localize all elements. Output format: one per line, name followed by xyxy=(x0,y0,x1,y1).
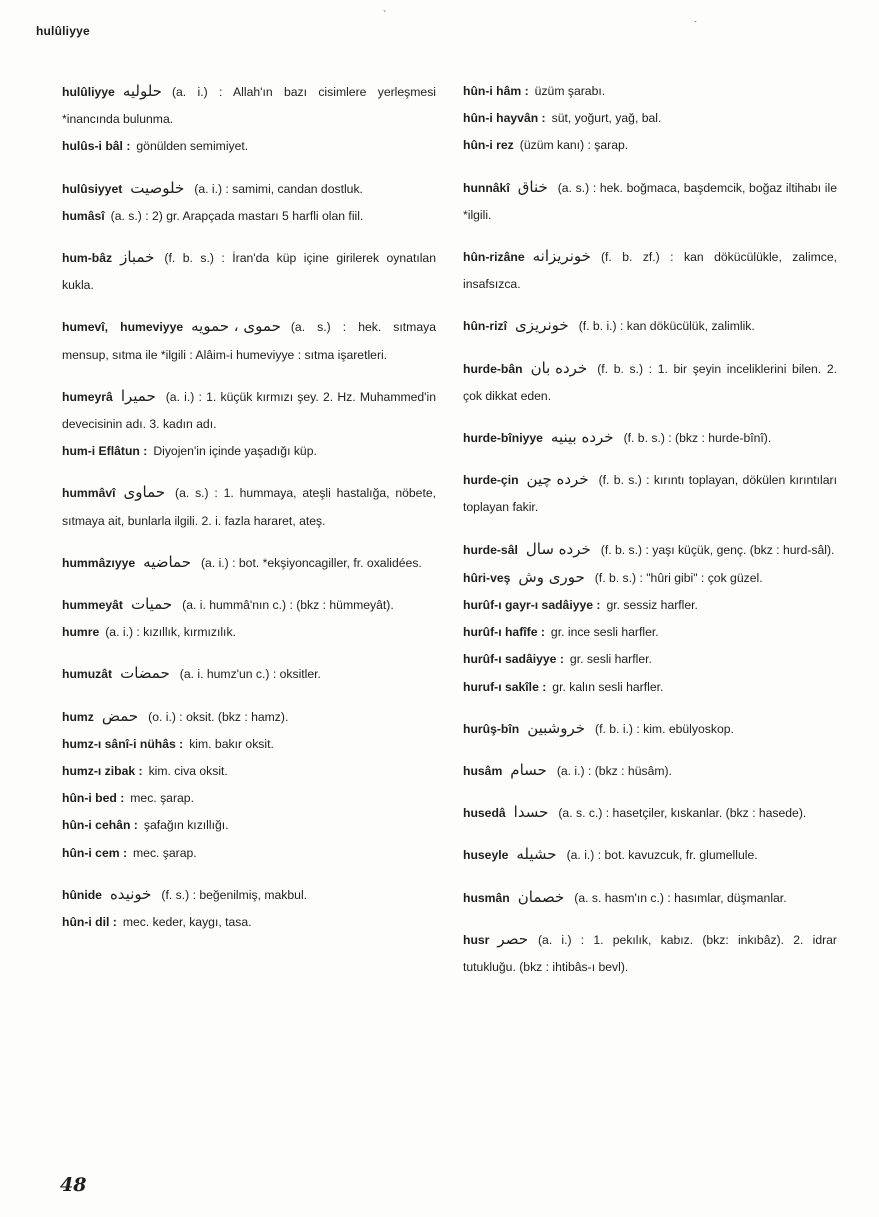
entry-headword: hulûsiyyet xyxy=(62,181,123,196)
entry-headword: husedâ xyxy=(463,806,506,821)
entry-arabic-script: حمضات xyxy=(120,664,170,683)
entry-arabic-script: خونريزى xyxy=(515,316,569,335)
entry-definition: (f. b. i.) : kan dökücülük, zalimlik. xyxy=(578,319,755,334)
dictionary-entry xyxy=(463,715,837,743)
entry-headword: hurûş-bîn xyxy=(463,721,520,736)
dictionary-entry xyxy=(62,133,436,160)
entry-definition: (a. i.) : 1. küçük kırmızı şey. 2. Hz. Muhammed'in devecisinin adı. 3. kadın adı. xyxy=(62,389,436,432)
entry-arabic-script: خمباز xyxy=(120,248,155,267)
entry-headword: humz xyxy=(62,709,94,724)
dictionary-entry xyxy=(62,203,436,230)
entry-definition: (f. b. s.) : "hûri gibi" : çok güzel. xyxy=(594,570,763,585)
dictionary-entry xyxy=(62,479,436,534)
entry-headword: hûn-i rez xyxy=(463,138,514,153)
entry-definition: süt, yoğurt, yağ, bal. xyxy=(551,111,662,126)
entry-headword: humz-ı sânî-i nühâs : xyxy=(62,736,184,751)
entry-headword: hurûf-ı gayr-ı sadâiyye : xyxy=(463,598,601,613)
entry-arabic-script: خرده بينيه xyxy=(550,428,614,447)
entry-definition: (a. s.) : 1. hummaya, ateşli hastalığa, nöbete, sıtmaya ait, bunlarla ilgili. 2. i. fazla hararet, ateş. xyxy=(62,486,436,528)
entry-definition: (f. b. s.) : İran'da küp içine girilerek oynatılan kukla. xyxy=(62,251,436,293)
entry-arabic-script: خروشبين xyxy=(527,718,586,737)
dictionary-entry xyxy=(62,758,436,785)
entry-definition: Diyojen'in içinde yaşadığı küp. xyxy=(153,444,317,459)
dictionary-entry xyxy=(62,812,436,839)
entry-arabic-script: حشيله xyxy=(516,845,557,864)
entry-headword: hum-i Eflâtun : xyxy=(62,444,148,459)
dictionary-entry xyxy=(62,660,436,688)
entry-definition: gr. kalın sesli harfler. xyxy=(552,679,664,694)
entry-arabic-script: حسدا xyxy=(513,803,549,822)
dictionary-entry xyxy=(62,591,436,619)
entry-headword: hûri-veş xyxy=(463,570,511,585)
running-head: hulûliyye xyxy=(36,24,90,38)
entry-headword: hulûs-i bâl : xyxy=(62,139,131,154)
dictionary-entry xyxy=(463,884,837,912)
entry-definition: (üzüm kanı) : şarap. xyxy=(519,138,629,153)
dictionary-entry xyxy=(463,132,837,159)
dictionary-entry xyxy=(463,841,837,869)
entry-headword: humevî, humeviyye xyxy=(62,320,184,335)
entry-arabic-script: خصمان xyxy=(517,887,565,906)
entry-arabic-script: خرده بان xyxy=(530,358,588,377)
dictionary-entry xyxy=(62,383,436,438)
entry-headword: humeyrâ xyxy=(62,389,113,404)
entry-headword: hûn-i cem : xyxy=(62,845,128,860)
entry-headword: hûn-i dil : xyxy=(62,915,117,930)
entry-definition: (a. s.) : hek. boğmaca, başdemcik, boğaz iltihabı ile *ilgili. xyxy=(463,180,837,222)
dictionary-entry xyxy=(463,355,837,410)
dictionary-entry xyxy=(62,619,436,646)
dictionary-entry xyxy=(463,592,837,619)
entry-headword: hurûf-ı hafîfe : xyxy=(463,625,545,640)
dictionary-entry xyxy=(463,424,837,452)
entry-arabic-script: حميرا xyxy=(120,386,156,405)
dictionary-entry xyxy=(463,799,837,827)
entry-definition: kim. civa oksit. xyxy=(148,764,228,779)
dictionary-entry xyxy=(463,174,837,229)
dictionary-entry xyxy=(62,881,436,909)
right-column xyxy=(463,78,837,981)
entry-definition: mec. şarap. xyxy=(133,845,197,860)
entry-definition: (a. i.) : 1. pekılık, kabız. (bkz: inkıbâz). 2. idrar tutukluğu. (bkz : ihtibâs-ı bevl). xyxy=(463,932,837,975)
decorative-mark: · xyxy=(694,16,698,27)
entry-definition: gr. sesli harfler. xyxy=(569,652,652,667)
dictionary-entry xyxy=(463,646,837,673)
entry-headword: husâm xyxy=(463,764,503,779)
entry-headword: hum-bâz xyxy=(62,251,113,266)
entry-definition: (a. s.) : hek. sıtmaya mensup, sıtma ile *ilgili : Alâim-i humeviyye : sıtma işaretleri. xyxy=(62,320,436,362)
entry-definition: (a. i.) : (bkz : hüsâm). xyxy=(556,764,672,779)
dictionary-entry xyxy=(463,926,837,981)
entry-arabic-script: حماضيه xyxy=(143,552,191,571)
entry-arabic-script: حلوليه xyxy=(122,82,162,100)
entry-headword: hûnide xyxy=(62,887,102,902)
dictionary-entry xyxy=(463,674,837,701)
entry-headword: humâsî xyxy=(62,208,105,223)
entry-headword: hurde-bân xyxy=(463,361,523,376)
entry-headword: humz-ı zibak : xyxy=(62,764,143,779)
entry-headword: hummâvî xyxy=(62,486,116,501)
entry-arabic-script: حموى ، حمويه xyxy=(191,317,281,336)
entry-headword: hûn-i cehân : xyxy=(62,818,138,833)
entry-headword: hummâzıyye xyxy=(62,555,136,570)
dictionary-entry xyxy=(463,243,837,298)
entry-arabic-script: خلوصيت xyxy=(130,178,185,197)
entry-definition: (a. s. hasm'ın c.) : hasımlar, düşmanlar. xyxy=(574,890,787,905)
entry-definition: mec. keder, kaygı, tasa. xyxy=(122,915,252,930)
dictionary-entry xyxy=(463,757,837,785)
dictionary-entry xyxy=(62,731,436,758)
entry-definition: (a. i.) : bot. kavuzcuk, fr. glumellule. xyxy=(566,848,758,863)
entry-headword: hûn-i hâm : xyxy=(463,84,529,98)
entry-arabic-script: خونريزانه xyxy=(532,247,591,266)
dictionary-entry xyxy=(463,564,837,592)
entry-headword: hurde-çin xyxy=(463,473,519,488)
entry-definition: (a. s. c.) : hasetçiler, kıskanlar. (bkz : hasede). xyxy=(558,806,807,821)
decorative-mark: ˋ xyxy=(383,10,387,21)
page-number: 48 xyxy=(60,1174,87,1196)
entry-definition: (f. b. zf.) : kan dökücülükle, zalimce, insafsızca. xyxy=(463,250,837,292)
entry-headword: hurde-bîniyye xyxy=(463,431,543,446)
entry-headword: hunnâkî xyxy=(463,180,510,195)
entry-definition: (f. b. s.) : yaşı küçük, genç. (bkz : hurd-sâl). xyxy=(600,542,835,557)
dictionary-entry xyxy=(62,549,436,577)
entry-arabic-script: خرده چين xyxy=(526,470,589,489)
entry-headword: humre xyxy=(62,625,100,640)
dictionary-entry xyxy=(463,105,837,132)
entry-headword: hummeyât xyxy=(62,598,123,613)
dictionary-entry xyxy=(463,619,837,646)
entry-definition: üzüm şarabı. xyxy=(534,84,606,98)
entry-arabic-script: خناق xyxy=(517,177,548,196)
entry-definition: (a. i.) : Allah'ın bazı cisimlere yerleşmesi *inancında bulunma. xyxy=(62,85,436,127)
entry-headword: huseyle xyxy=(463,848,509,863)
entry-arabic-script: حصر xyxy=(497,929,528,948)
dictionary-entry xyxy=(62,703,436,731)
entry-headword: hurûf-ı sadâiyye : xyxy=(463,652,564,667)
dictionary-entry xyxy=(62,78,436,133)
entry-definition: (f. b. s.) : kırıntı toplayan, dökülen kırıntıları toplayan fakir. xyxy=(463,473,837,515)
entry-arabic-script: حورى وش xyxy=(518,567,585,586)
entry-definition: (a. i. hummâ'nın c.) : (bkz : hümmeyât). xyxy=(182,598,394,613)
entry-headword: hûn-rizâne xyxy=(463,250,525,265)
dictionary-entry xyxy=(463,312,837,340)
entry-definition: şafağın kızıllığı. xyxy=(143,818,229,833)
entry-headword: husr xyxy=(463,932,490,947)
entry-definition: (a. i.) : kızıllık, kırmızılık. xyxy=(105,625,236,640)
entry-headword: humuzât xyxy=(62,667,113,682)
entry-definition: gönülden semimiyet. xyxy=(136,139,249,154)
entry-headword: hûn-i bed : xyxy=(62,791,125,806)
entry-arabic-script: خونيده xyxy=(109,884,152,903)
entry-definition: gr. sessiz harfler. xyxy=(606,598,698,613)
entry-definition: kim. bakır oksit. xyxy=(189,736,274,751)
dictionary-entry xyxy=(463,466,837,521)
entry-definition: (a. i.) : bot. *ekşiyoncagiller, fr. oxalidées. xyxy=(200,555,422,570)
entry-definition: (f. s.) : beğenilmiş, makbul. xyxy=(161,887,308,902)
entry-definition: (a. i.) : samimi, candan dostluk. xyxy=(194,181,363,196)
entry-definition: (f. b. s.) : (bkz : hurde-bînî). xyxy=(623,431,772,446)
entry-headword: husmân xyxy=(463,890,510,905)
dictionary-entry xyxy=(62,840,436,867)
entry-definition: (f. b. i.) : kim. ebülyoskop. xyxy=(595,721,734,736)
entry-arabic-script: حميات xyxy=(130,595,173,614)
dictionary-entry xyxy=(463,78,837,105)
entry-headword: hurde-sâl xyxy=(463,542,518,557)
left-column xyxy=(62,78,436,936)
entry-definition: (o. i.) : oksit. (bkz : hamz). xyxy=(148,709,289,724)
entry-headword: hulûliyye xyxy=(62,85,115,99)
entry-arabic-script: خرده سال xyxy=(525,539,591,558)
entry-definition: mec. şarap. xyxy=(130,791,194,806)
entry-definition: gr. ince sesli harfler. xyxy=(550,625,659,640)
dictionary-entry xyxy=(62,438,436,465)
entry-headword: huruf-ı sakîle : xyxy=(463,679,547,694)
dictionary-entry xyxy=(62,244,436,299)
entry-headword: hûn-i hayvân : xyxy=(463,111,546,126)
entry-definition: (f. b. s.) : 1. bir şeyin inceliklerini bilen. 2. çok dikkat eden. xyxy=(463,361,837,403)
entry-arabic-script: حسام xyxy=(510,761,547,780)
entry-arabic-script: حماوى xyxy=(123,483,166,502)
dictionary-entry xyxy=(463,536,837,564)
dictionary-entry xyxy=(62,175,436,203)
dictionary-entry xyxy=(62,785,436,812)
entry-definition: (a. i. humz'un c.) : oksitler. xyxy=(179,667,321,682)
dictionary-entry xyxy=(62,313,436,368)
entry-arabic-script: حمض xyxy=(101,706,139,725)
entry-headword: hûn-rizî xyxy=(463,319,508,334)
entry-definition: (a. s.) : 2) gr. Arapçada mastarı 5 harfli olan fiil. xyxy=(110,208,364,223)
dictionary-entry xyxy=(62,909,436,936)
